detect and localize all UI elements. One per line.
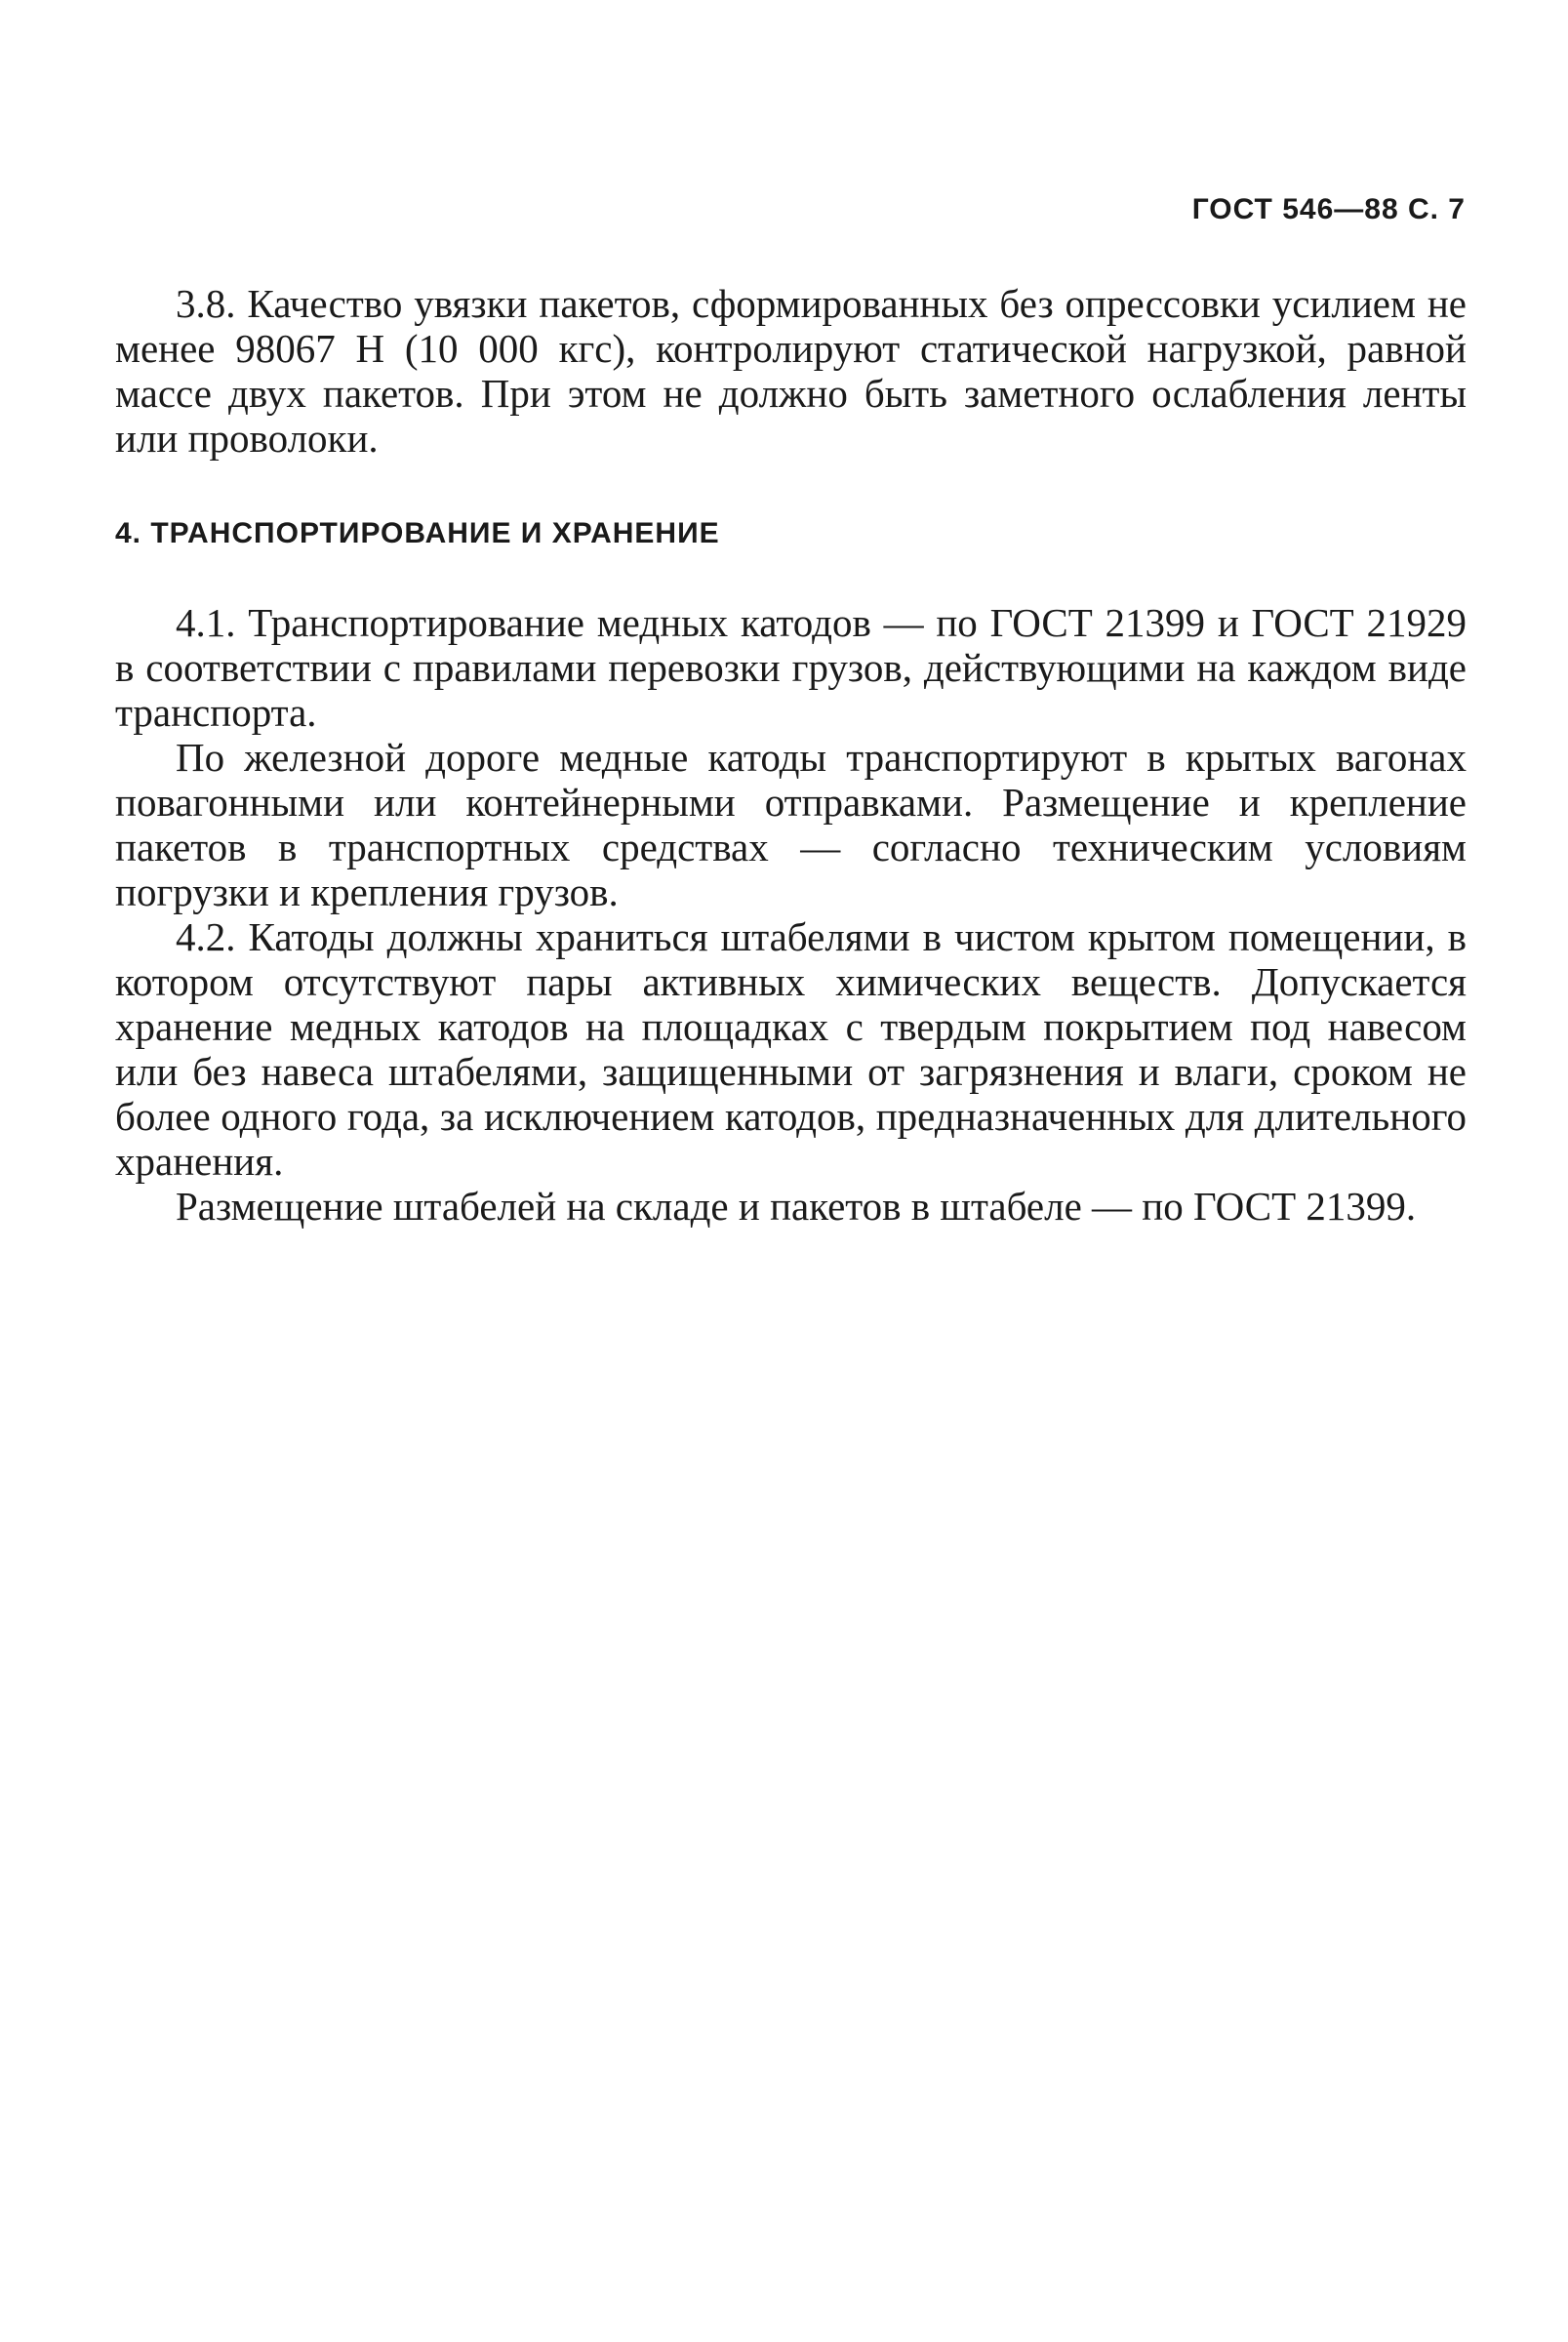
section-title-4: 4. ТРАНСПОРТИРОВАНИЕ И ХРАНЕНИЕ (115, 517, 720, 549)
paragraph-4-2: 4.2. Катоды должны храниться штабелями в чистом крытом помещении, в котором отсутствуют пары активных химических веществ. Допускается хранение медных катодов на площадках с твердым покрытием под навесом или без навеса штабелями, защищенными от загрязнения и влаги, сроком не более одного года, за исключением катодов, предназначенных для длительного хранения. (115, 914, 1467, 1184)
running-header: ГОСТ 546—88 С. 7 (1191, 193, 1466, 225)
paragraph-4-2-placement: Размещение штабелей на складе и пакетов в штабеле — по ГОСТ 21399. (176, 1184, 1417, 1229)
paragraph-4-1: 4.1. Транспортирование медных катодов — по ГОСТ 21399 и ГОСТ 21929 в соответствии с правилами перевозки грузов, действующими на каждом виде транспорта. (115, 600, 1467, 735)
paragraph-3-8: 3.8. Качество увязки пакетов, сформированных без опрессовки усилием не менее 98067 Н (10 000 кгс), контролируют статической нагрузкой, равной массе двух пакетов. При этом не должно быть заметного ослабления ленты или проволоки. (115, 281, 1467, 461)
document-body (115, 281, 1467, 1229)
paragraph-4-1-railway: По железной дороге медные катоды транспортируют в крытых вагонах повагонными или контейнерными отправками. Размещение и крепление пакетов в транспортных средствах — согласно техническим условиям погрузки и крепления грузов. (115, 735, 1467, 914)
